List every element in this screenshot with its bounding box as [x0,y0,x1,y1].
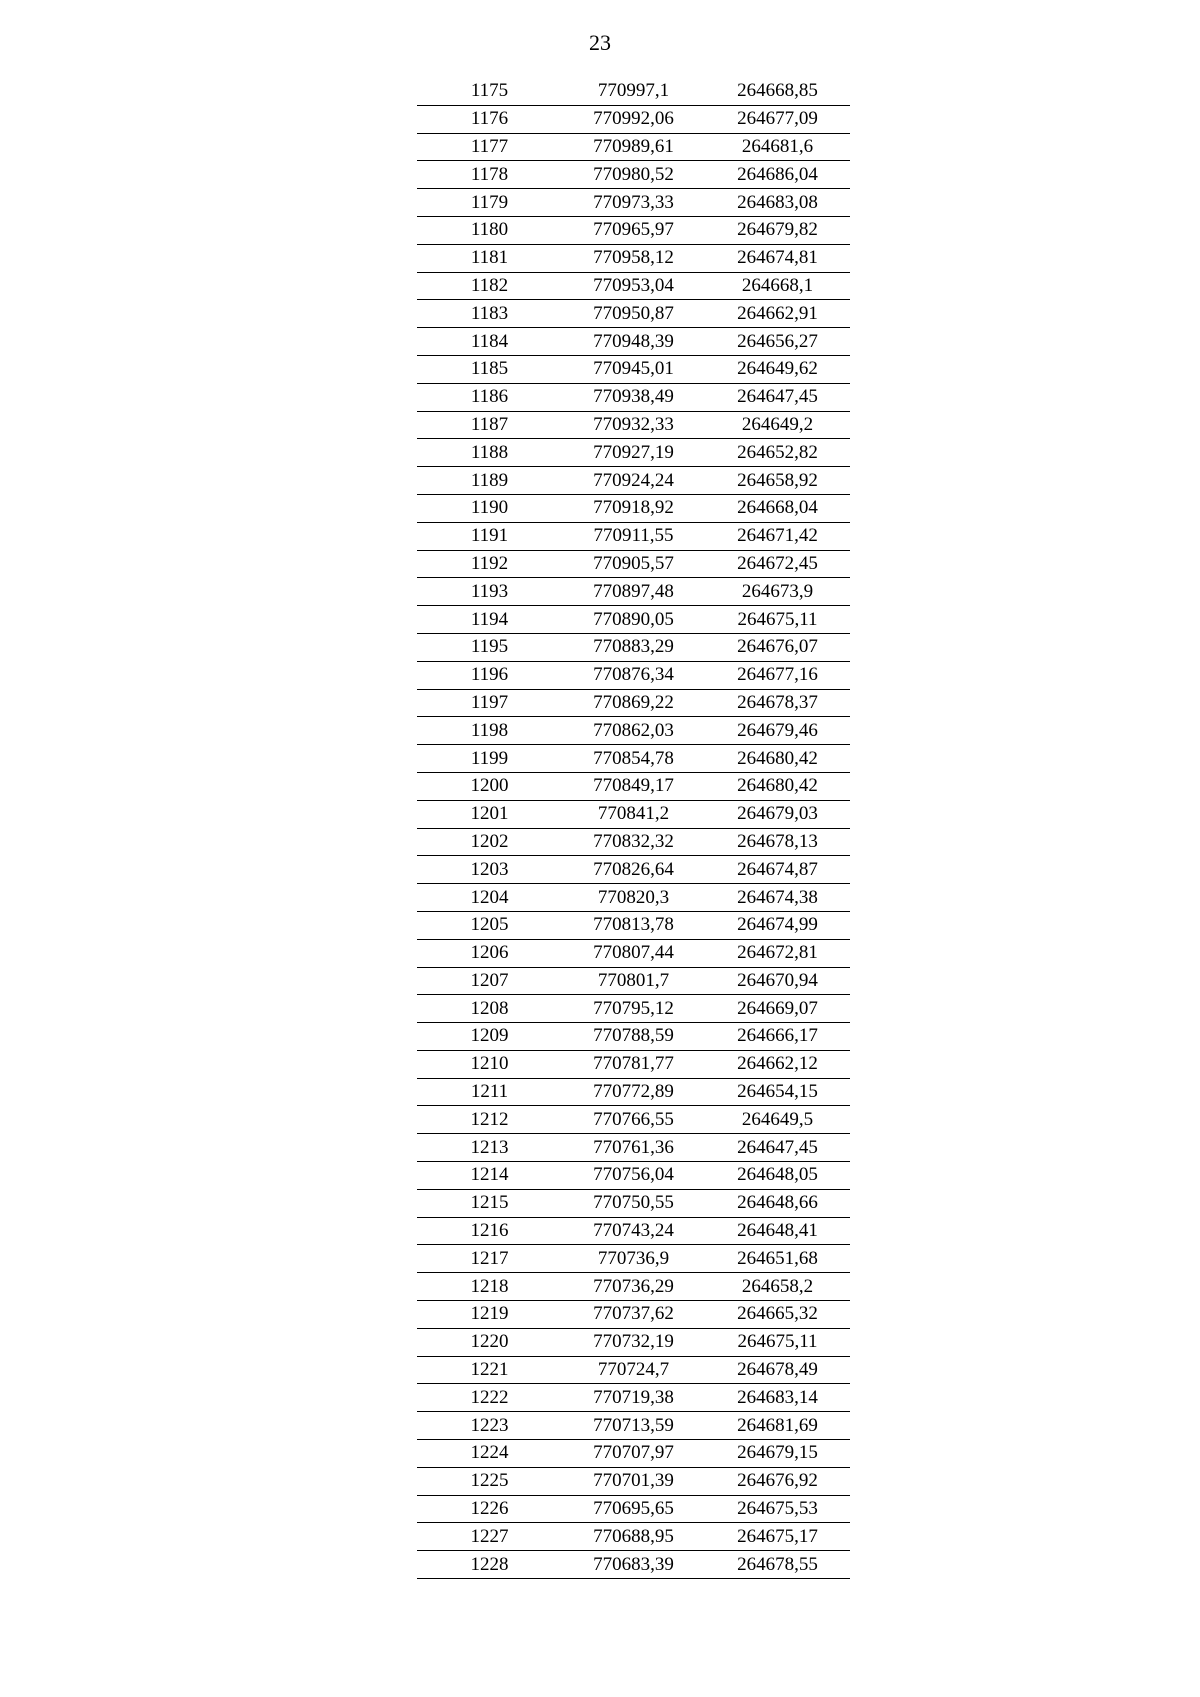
table-row [417,772,850,800]
x-coordinate-cell: 770707,97 [562,1440,705,1468]
coordinates-table-body [417,78,850,1579]
y-coordinate-cell: 264652,82 [705,439,850,467]
y-coordinate-cell: 264656,27 [705,328,850,356]
x-coordinate-cell: 770736,9 [562,1245,705,1273]
table-row [417,1551,850,1579]
y-coordinate-cell: 264647,45 [705,383,850,411]
point-number-cell: 1179 [417,189,562,217]
table-row [417,494,850,522]
point-number-cell: 1193 [417,578,562,606]
point-number-cell: 1212 [417,1106,562,1134]
y-coordinate-cell: 264672,45 [705,550,850,578]
point-number-cell: 1218 [417,1273,562,1301]
table-row [417,939,850,967]
table-row [417,272,850,300]
x-coordinate-cell: 770732,19 [562,1328,705,1356]
x-coordinate-cell: 770854,78 [562,745,705,773]
point-number-cell: 1216 [417,1217,562,1245]
point-number-cell: 1184 [417,328,562,356]
x-coordinate-cell: 770890,05 [562,606,705,634]
point-number-cell: 1220 [417,1328,562,1356]
x-coordinate-cell: 770736,29 [562,1273,705,1301]
y-coordinate-cell: 264668,1 [705,272,850,300]
y-coordinate-cell: 264648,66 [705,1189,850,1217]
x-coordinate-cell: 770897,48 [562,578,705,606]
point-number-cell: 1211 [417,1078,562,1106]
x-coordinate-cell: 770989,61 [562,133,705,161]
y-coordinate-cell: 264651,68 [705,1245,850,1273]
x-coordinate-cell: 770820,3 [562,884,705,912]
y-coordinate-cell: 264678,37 [705,689,850,717]
x-coordinate-cell: 770766,55 [562,1106,705,1134]
table-row [417,1273,850,1301]
point-number-cell: 1203 [417,856,562,884]
point-number-cell: 1215 [417,1189,562,1217]
x-coordinate-cell: 770997,1 [562,78,705,105]
x-coordinate-cell: 770883,29 [562,633,705,661]
x-coordinate-cell: 770958,12 [562,244,705,272]
x-coordinate-cell: 770832,32 [562,828,705,856]
table-row [417,1106,850,1134]
y-coordinate-cell: 264676,07 [705,633,850,661]
coordinates-table [417,78,850,1579]
point-number-cell: 1175 [417,78,562,105]
point-number-cell: 1214 [417,1162,562,1190]
point-number-cell: 1177 [417,133,562,161]
table-row [417,911,850,939]
table-row [417,1384,850,1412]
y-coordinate-cell: 264683,14 [705,1384,850,1412]
x-coordinate-cell: 770973,33 [562,189,705,217]
table-row [417,522,850,550]
point-number-cell: 1186 [417,383,562,411]
x-coordinate-cell: 770813,78 [562,911,705,939]
table-row [417,244,850,272]
y-coordinate-cell: 264679,82 [705,216,850,244]
point-number-cell: 1206 [417,939,562,967]
y-coordinate-cell: 264678,13 [705,828,850,856]
table-row [417,105,850,133]
x-coordinate-cell: 770724,7 [562,1356,705,1384]
y-coordinate-cell: 264678,55 [705,1551,850,1579]
point-number-cell: 1223 [417,1412,562,1440]
point-number-cell: 1195 [417,633,562,661]
y-coordinate-cell: 264675,17 [705,1523,850,1551]
x-coordinate-cell: 770688,95 [562,1523,705,1551]
x-coordinate-cell: 770841,2 [562,800,705,828]
x-coordinate-cell: 770980,52 [562,161,705,189]
y-coordinate-cell: 264665,32 [705,1301,850,1329]
x-coordinate-cell: 770743,24 [562,1217,705,1245]
point-number-cell: 1199 [417,745,562,773]
y-coordinate-cell: 264648,41 [705,1217,850,1245]
table-row [417,300,850,328]
table-row [417,1245,850,1273]
y-coordinate-cell: 264677,16 [705,661,850,689]
table-row [417,578,850,606]
y-coordinate-cell: 264678,49 [705,1356,850,1384]
x-coordinate-cell: 770905,57 [562,550,705,578]
point-number-cell: 1225 [417,1467,562,1495]
y-coordinate-cell: 264671,42 [705,522,850,550]
table-row [417,328,850,356]
y-coordinate-cell: 264676,92 [705,1467,850,1495]
x-coordinate-cell: 770948,39 [562,328,705,356]
y-coordinate-cell: 264668,85 [705,78,850,105]
point-number-cell: 1202 [417,828,562,856]
table-row [417,884,850,912]
table-row [417,856,850,884]
point-number-cell: 1205 [417,911,562,939]
table-row [417,161,850,189]
x-coordinate-cell: 770826,64 [562,856,705,884]
point-number-cell: 1185 [417,355,562,383]
x-coordinate-cell: 770945,01 [562,355,705,383]
y-coordinate-cell: 264686,04 [705,161,850,189]
table-row [417,745,850,773]
x-coordinate-cell: 770950,87 [562,300,705,328]
table-row [417,1078,850,1106]
x-coordinate-cell: 770683,39 [562,1551,705,1579]
y-coordinate-cell: 264681,69 [705,1412,850,1440]
x-coordinate-cell: 770807,44 [562,939,705,967]
y-coordinate-cell: 264681,6 [705,133,850,161]
y-coordinate-cell: 264670,94 [705,967,850,995]
point-number-cell: 1192 [417,550,562,578]
point-number-cell: 1204 [417,884,562,912]
point-number-cell: 1224 [417,1440,562,1468]
y-coordinate-cell: 264674,38 [705,884,850,912]
x-coordinate-cell: 770849,17 [562,772,705,800]
table-row [417,1217,850,1245]
table-row [417,1467,850,1495]
point-number-cell: 1176 [417,105,562,133]
x-coordinate-cell: 770795,12 [562,995,705,1023]
x-coordinate-cell: 770761,36 [562,1134,705,1162]
y-coordinate-cell: 264675,11 [705,1328,850,1356]
point-number-cell: 1196 [417,661,562,689]
x-coordinate-cell: 770788,59 [562,1023,705,1051]
x-coordinate-cell: 770927,19 [562,439,705,467]
y-coordinate-cell: 264672,81 [705,939,850,967]
table-row [417,1134,850,1162]
x-coordinate-cell: 770772,89 [562,1078,705,1106]
x-coordinate-cell: 770911,55 [562,522,705,550]
y-coordinate-cell: 264662,12 [705,1050,850,1078]
table-row [417,1162,850,1190]
x-coordinate-cell: 770938,49 [562,383,705,411]
y-coordinate-cell: 264680,42 [705,772,850,800]
point-number-cell: 1191 [417,522,562,550]
table-row [417,717,850,745]
point-number-cell: 1183 [417,300,562,328]
x-coordinate-cell: 770932,33 [562,411,705,439]
point-number-cell: 1190 [417,494,562,522]
y-coordinate-cell: 264654,15 [705,1078,850,1106]
point-number-cell: 1189 [417,467,562,495]
table-row [417,355,850,383]
y-coordinate-cell: 264679,46 [705,717,850,745]
table-row [417,661,850,689]
point-number-cell: 1209 [417,1023,562,1051]
y-coordinate-cell: 264658,92 [705,467,850,495]
y-coordinate-cell: 264679,03 [705,800,850,828]
point-number-cell: 1201 [417,800,562,828]
table-row [417,439,850,467]
table-row [417,1328,850,1356]
x-coordinate-cell: 770992,06 [562,105,705,133]
table-row [417,1301,850,1329]
x-coordinate-cell: 770695,65 [562,1495,705,1523]
x-coordinate-cell: 770713,59 [562,1412,705,1440]
y-coordinate-cell: 264674,81 [705,244,850,272]
point-number-cell: 1219 [417,1301,562,1329]
y-coordinate-cell: 264647,45 [705,1134,850,1162]
y-coordinate-cell: 264648,05 [705,1162,850,1190]
x-coordinate-cell: 770701,39 [562,1467,705,1495]
y-coordinate-cell: 264658,2 [705,1273,850,1301]
y-coordinate-cell: 264668,04 [705,494,850,522]
table-row [417,1523,850,1551]
table-row [417,633,850,661]
table-row [417,467,850,495]
table-row [417,189,850,217]
table-row [417,995,850,1023]
table-row [417,78,850,105]
point-number-cell: 1198 [417,717,562,745]
point-number-cell: 1207 [417,967,562,995]
y-coordinate-cell: 264679,15 [705,1440,850,1468]
y-coordinate-cell: 264669,07 [705,995,850,1023]
table-row [417,1356,850,1384]
point-number-cell: 1187 [417,411,562,439]
point-number-cell: 1200 [417,772,562,800]
y-coordinate-cell: 264677,09 [705,105,850,133]
point-number-cell: 1222 [417,1384,562,1412]
y-coordinate-cell: 264683,08 [705,189,850,217]
x-coordinate-cell: 770801,7 [562,967,705,995]
x-coordinate-cell: 770781,77 [562,1050,705,1078]
table-row [417,1050,850,1078]
x-coordinate-cell: 770756,04 [562,1162,705,1190]
point-number-cell: 1188 [417,439,562,467]
y-coordinate-cell: 264680,42 [705,745,850,773]
x-coordinate-cell: 770869,22 [562,689,705,717]
point-number-cell: 1213 [417,1134,562,1162]
y-coordinate-cell: 264666,17 [705,1023,850,1051]
y-coordinate-cell: 264649,62 [705,355,850,383]
x-coordinate-cell: 770862,03 [562,717,705,745]
table-row [417,216,850,244]
page-number: 23 [589,30,611,55]
x-coordinate-cell: 770737,62 [562,1301,705,1329]
x-coordinate-cell: 770719,38 [562,1384,705,1412]
y-coordinate-cell: 264649,5 [705,1106,850,1134]
table-row [417,133,850,161]
point-number-cell: 1197 [417,689,562,717]
point-number-cell: 1180 [417,216,562,244]
point-number-cell: 1181 [417,244,562,272]
y-coordinate-cell: 264675,53 [705,1495,850,1523]
table-row [417,1023,850,1051]
point-number-cell: 1182 [417,272,562,300]
y-coordinate-cell: 264674,99 [705,911,850,939]
y-coordinate-cell: 264662,91 [705,300,850,328]
table-row [417,828,850,856]
point-number-cell: 1221 [417,1356,562,1384]
y-coordinate-cell: 264675,11 [705,606,850,634]
point-number-cell: 1208 [417,995,562,1023]
table-row [417,383,850,411]
table-row [417,1495,850,1523]
table-row [417,967,850,995]
point-number-cell: 1194 [417,606,562,634]
point-number-cell: 1178 [417,161,562,189]
point-number-cell: 1217 [417,1245,562,1273]
table-row [417,550,850,578]
point-number-cell: 1228 [417,1551,562,1579]
x-coordinate-cell: 770750,55 [562,1189,705,1217]
table-row [417,1189,850,1217]
table-row [417,411,850,439]
point-number-cell: 1227 [417,1523,562,1551]
x-coordinate-cell: 770918,92 [562,494,705,522]
x-coordinate-cell: 770876,34 [562,661,705,689]
table-row [417,689,850,717]
y-coordinate-cell: 264673,9 [705,578,850,606]
table-row [417,1412,850,1440]
table-row [417,1440,850,1468]
x-coordinate-cell: 770965,97 [562,216,705,244]
x-coordinate-cell: 770953,04 [562,272,705,300]
x-coordinate-cell: 770924,24 [562,467,705,495]
y-coordinate-cell: 264649,2 [705,411,850,439]
point-number-cell: 1226 [417,1495,562,1523]
table-row [417,606,850,634]
point-number-cell: 1210 [417,1050,562,1078]
table-row [417,800,850,828]
y-coordinate-cell: 264674,87 [705,856,850,884]
